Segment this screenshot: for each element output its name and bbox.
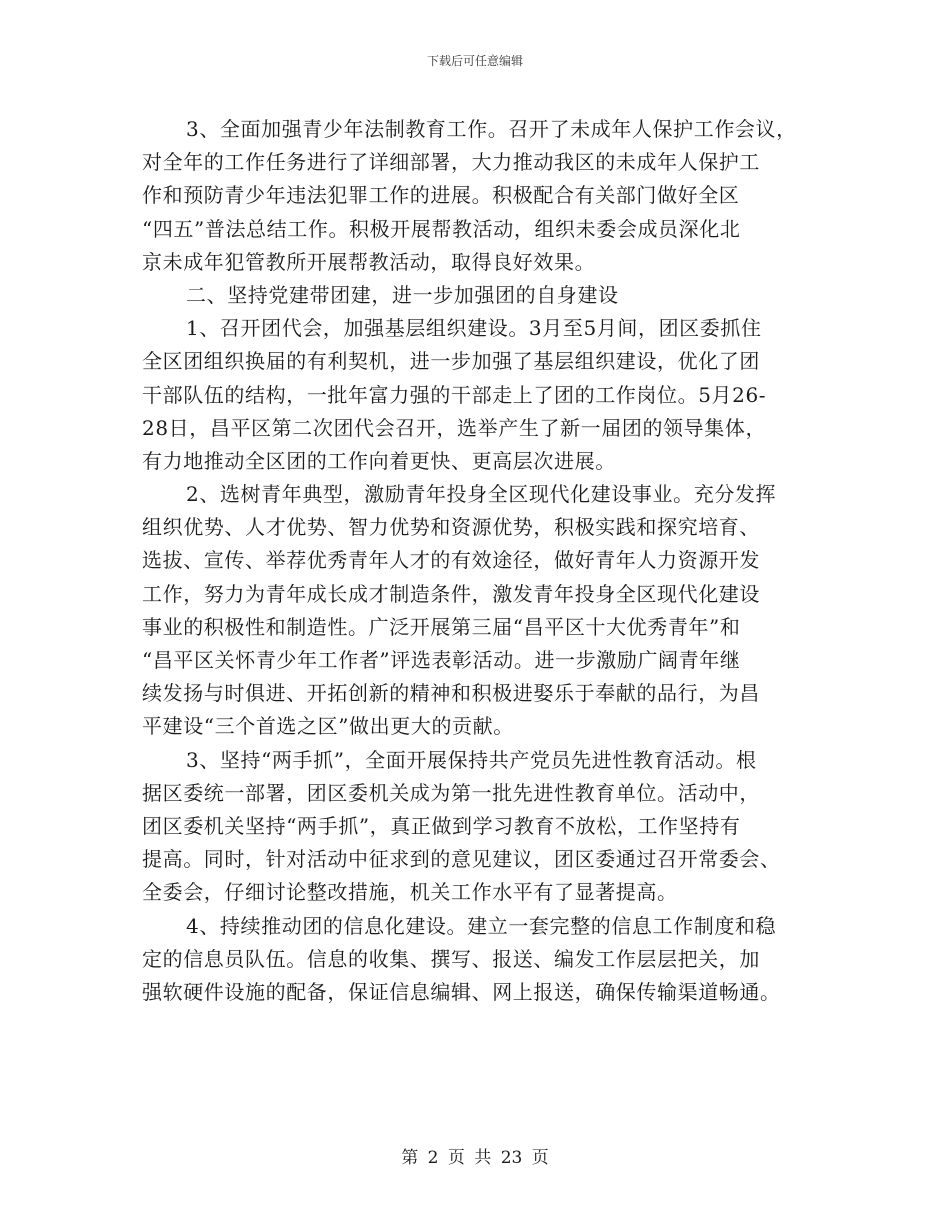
text-line: 续发扬与时俱进、开拓创新的精神和积极进娶乐于奉献的品行，为昌 [142,681,760,706]
text-line: “四五”普法总结工作。积极开展帮教活动，组织未委会成员深化北 [142,216,741,241]
text-line: 团区委机关坚持“两手抓”，真正做到学习教育不放松，工作坚持有 [142,813,741,838]
text-line: 2、选树青年典型，激励青年投身全区现代化建设事业。充分发挥 [186,482,777,507]
page-footer: 第 2 页 共 23 页 [401,1148,549,1168]
page-header: 下载后可任意编辑 [426,54,523,68]
text-line: 提高。同时，针对活动中征求到的意见建议，团区委通过召开常委会、 [142,847,781,872]
text-line: 事业的积极性和制造性。广泛开展第三届“昌平区十大优秀青年”和 [142,614,741,639]
text-line: 3、坚持“两手抓”，全面开展保持共产党员先进性教育活动。根 [186,747,757,772]
text-line: 干部队伍的结构，一批年富力强的干部走上了团的工作岗位。5月26- [142,382,767,407]
text-line: 4、持续推动团的信息化建设。建立一套完整的信息工作制度和稳 [186,913,777,938]
text-line: 1、召开团代会，加强基层组织建设。3月至5月间，团区委抓住 [186,316,762,341]
text-line: 组织优势、人才优势、智力优势和资源优势，积极实践和探究培育、 [142,515,760,540]
text-line: 工作，努力为青年成长成才制造条件，激发青年投身全区现代化建设 [142,581,760,606]
document-body [142,113,832,1009]
text-line: 作和预防青少年违法犯罪工作的进展。积极配合有关部门做好全区 [142,183,740,208]
text-line: 平建设“三个首选之区”做出更大的贡献。 [142,714,514,739]
text-line: 28日，昌平区第二次团代会召开，选举产生了新一届团的领导集体， [142,415,767,440]
text-line: 据区委统一部署，团区委机关成为第一批先进性教育单位。活动中， [142,780,760,805]
text-line: “昌平区关怀青少年工作者”评选表彰活动。进一步激励广阔青年继 [142,648,741,672]
text-line: 全委会，仔细讨论整改措施，机关工作水平有了显著提高。 [142,880,678,905]
text-line: 3、全面加强青少年法制教育工作。召开了未成年人保护工作会议， [186,117,797,141]
text-line: 京未成年犯管教所开展帮教活动，取得良好效果。 [142,249,596,274]
text-line: 强软硬件设施的配备，保证信息编辑、网上报送，确保传输渠道畅通。 [142,979,781,1004]
text-line: 选拔、宣传、举荐优秀青年人才的有效途径，做好青年人力资源开发 [142,548,760,573]
text-line: 全区团组织换届的有利契机，进一步加强了基层组织建设，优化了团 [142,349,760,374]
text-line: 有力地推动全区团的工作向着更快、更高层次进展。 [142,448,616,473]
text-line: 对全年的工作任务进行了详细部署，大力推动我区的未成年人保护工 [142,150,760,175]
section-heading: 二、坚持党建带团建，进一步加强团的自身建设 [186,282,619,307]
text-line: 定的信息员队伍。信息的收集、撰写、报送、编发工作层层把关，加 [142,946,760,971]
